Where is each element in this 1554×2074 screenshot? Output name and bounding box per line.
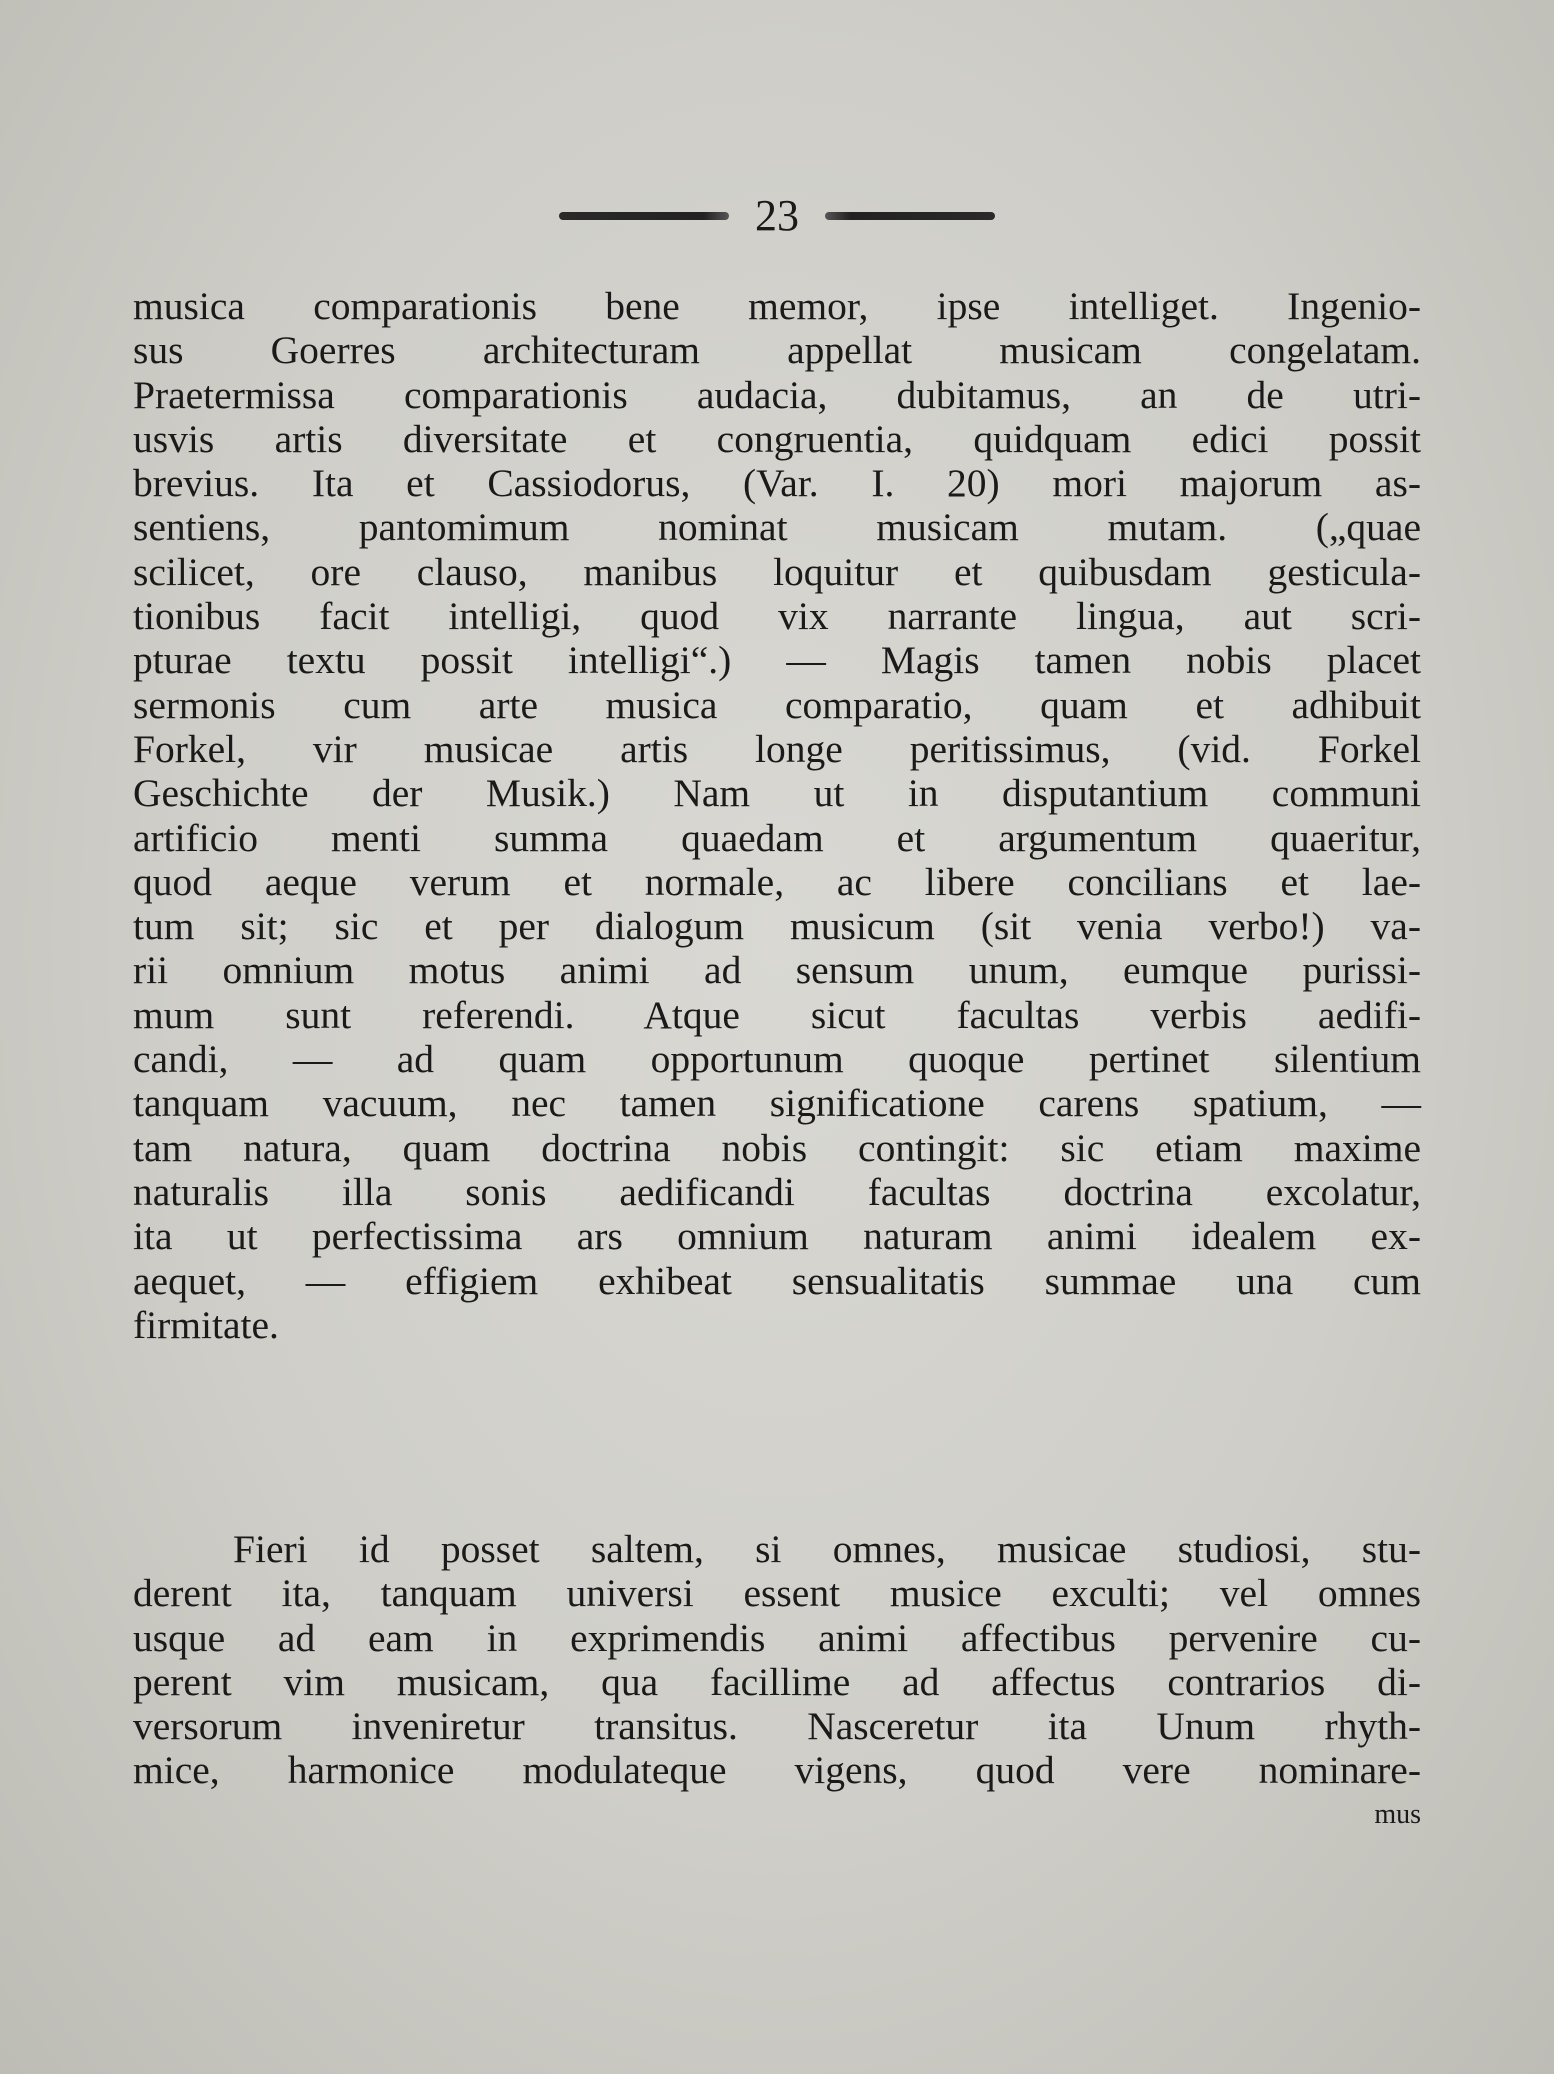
paragraph-1 [133, 284, 1421, 1347]
text-line: Geschichte der Musik.) Nam ut in disputantium communi [133, 771, 1421, 816]
text-line: scilicet, ore clauso, manibus loquitur et quibusdam gesticula- [133, 549, 1421, 594]
text-line: brevius. Ita et Cassiodorus, (Var. I. 20) mori majorum as- [133, 461, 1421, 506]
text-line: pturae textu possit intelligi“.) — Magis tamen nobis placet [133, 638, 1421, 683]
text-line: aequet, — effigiem exhibeat sensualitatis summae una cum [133, 1258, 1421, 1303]
text-line: ita ut perfectissima ars omnium naturam animi idealem ex- [133, 1214, 1421, 1259]
catchword: mus [1374, 1798, 1421, 1830]
text-line: Forkel, vir musicae artis longe peritissimus, (vid. Forkel [133, 726, 1421, 771]
text-line: sentiens, pantomimum nominat musicam mutam. („quae [133, 505, 1421, 550]
text-line: perent vim musicam, qua facillime ad affectus contrarios di- [133, 1659, 1421, 1704]
text-line: firmitate. [133, 1302, 279, 1347]
page-number: 23 [755, 191, 799, 240]
text-line: mice, harmonice modulateque vigens, quod vere nominare- [133, 1748, 1421, 1793]
text-line: artificio menti summa quaedam et argumentum quaeritur, [133, 815, 1421, 860]
text-line: tionibus facit intelligi, quod vix narrante lingua, aut scri- [133, 594, 1421, 639]
text-line: candi, — ad quam opportunum quoque pertinet silentium [133, 1037, 1421, 1082]
text-line: usvis artis diversitate et congruentia, quidquam edici possit [133, 416, 1421, 461]
text-line: rii omnium motus animi ad sensum unum, eumque purissi- [133, 948, 1421, 993]
paragraph-2 [133, 1527, 1421, 1837]
text-line: Praetermissa comparationis audacia, dubitamus, an de utri- [133, 372, 1421, 417]
text-line: mum sunt referendi. Atque sicut facultas verbis aedifi- [133, 992, 1421, 1037]
text-line: derent ita, tanquam universi essent musice exculti; vel omnes [133, 1571, 1421, 1616]
page-header [0, 191, 1554, 240]
header-rule-left [559, 212, 729, 220]
text-line: tam natura, quam doctrina nobis contingit: sic etiam maxime [133, 1125, 1421, 1170]
text-line: Fieri id posset saltem, si omnes, musicae studiosi, stu- [233, 1527, 1421, 1571]
header-rule-right [825, 212, 995, 220]
text-line: tanquam vacuum, nec tamen significatione carens spatium, — [133, 1081, 1421, 1126]
text-line: versorum inveniretur transitus. Nasceretur ita Unum rhyth- [133, 1704, 1421, 1749]
text-line: usque ad eam in exprimendis animi affectibus pervenire cu- [133, 1615, 1421, 1660]
text-line: sermonis cum arte musica comparatio, quam et adhibuit [133, 682, 1421, 727]
text-line: tum sit; sic et per dialogum musicum (sit venia verbo!) va- [133, 904, 1421, 949]
text-line: naturalis illa sonis aedificandi facultas doctrina excolatur, [133, 1169, 1421, 1214]
text-line: musica comparationis bene memor, ipse intelliget. Ingenio- [133, 284, 1421, 328]
text-line: quod aeque verum et normale, ac libere concilians et lae- [133, 859, 1421, 904]
text-line: sus Goerres architecturam appellat musicam congelatam. [133, 328, 1421, 373]
